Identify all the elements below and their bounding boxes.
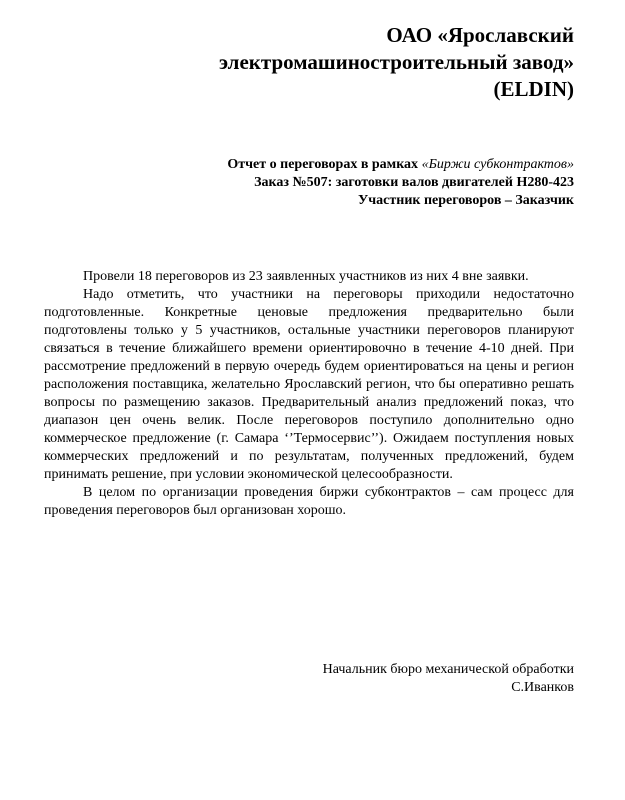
body-paragraph-3: В целом по организации проведения биржи субконтрактов – сам процесс для проведения переговоров был организован хорошо.: [44, 485, 574, 518]
signatory-name: С.Иванков: [511, 680, 574, 695]
report-title-italic: «Биржи субконтрактов»: [421, 157, 574, 172]
order-line: Заказ №507: заготовки валов двигателей Н280-423: [254, 175, 574, 190]
report-body: [44, 268, 574, 520]
company-name-line-1: ОАО «Ярославский: [386, 23, 574, 47]
body-paragraph-1: Провели 18 переговоров из 23 заявленных участников из них 4 вне заявки.: [83, 269, 529, 284]
company-name-line-3: (ELDIN): [493, 77, 574, 101]
signatory-position: Начальник бюро механической обработки: [322, 662, 574, 677]
report-title-prefix: Отчет о переговорах в рамках: [227, 157, 422, 172]
company-header: [54, 22, 574, 103]
report-title: [54, 156, 574, 174]
report-heading: [54, 156, 574, 210]
body-paragraph-2: Надо отметить, что участники на переговоры приходили недостаточно подготовленные. Конкретные ценовые предложения предварительно были подготовлены только у 5 участников, остальные участники переговоров планируют связаться в течение ближайшего времени ориентировочно в течение 4-10 дней. При рассмотрение предложений в первую очередь будем ориентироваться на цены и регион расположения поставщика, желательно Ярославский регион, что бы оперативно решать вопросы по размещению заказов. Предварительный анализ предложений показ, что диапазон цен очень велик. После переговоров поступило дополнительно одно коммерческое предложение (г. Самара ‘’Термосервис’’). Ожидаем поступления новых коммерческих предложений и по результатам, полученных предложений, будем принимать решение, при условии экономической целесообразности.: [44, 287, 574, 482]
company-name-line-2: электромашиностроительный завод»: [218, 50, 574, 74]
participant-line: Участник переговоров – Заказчик: [358, 193, 574, 208]
signature-block: [174, 661, 574, 697]
